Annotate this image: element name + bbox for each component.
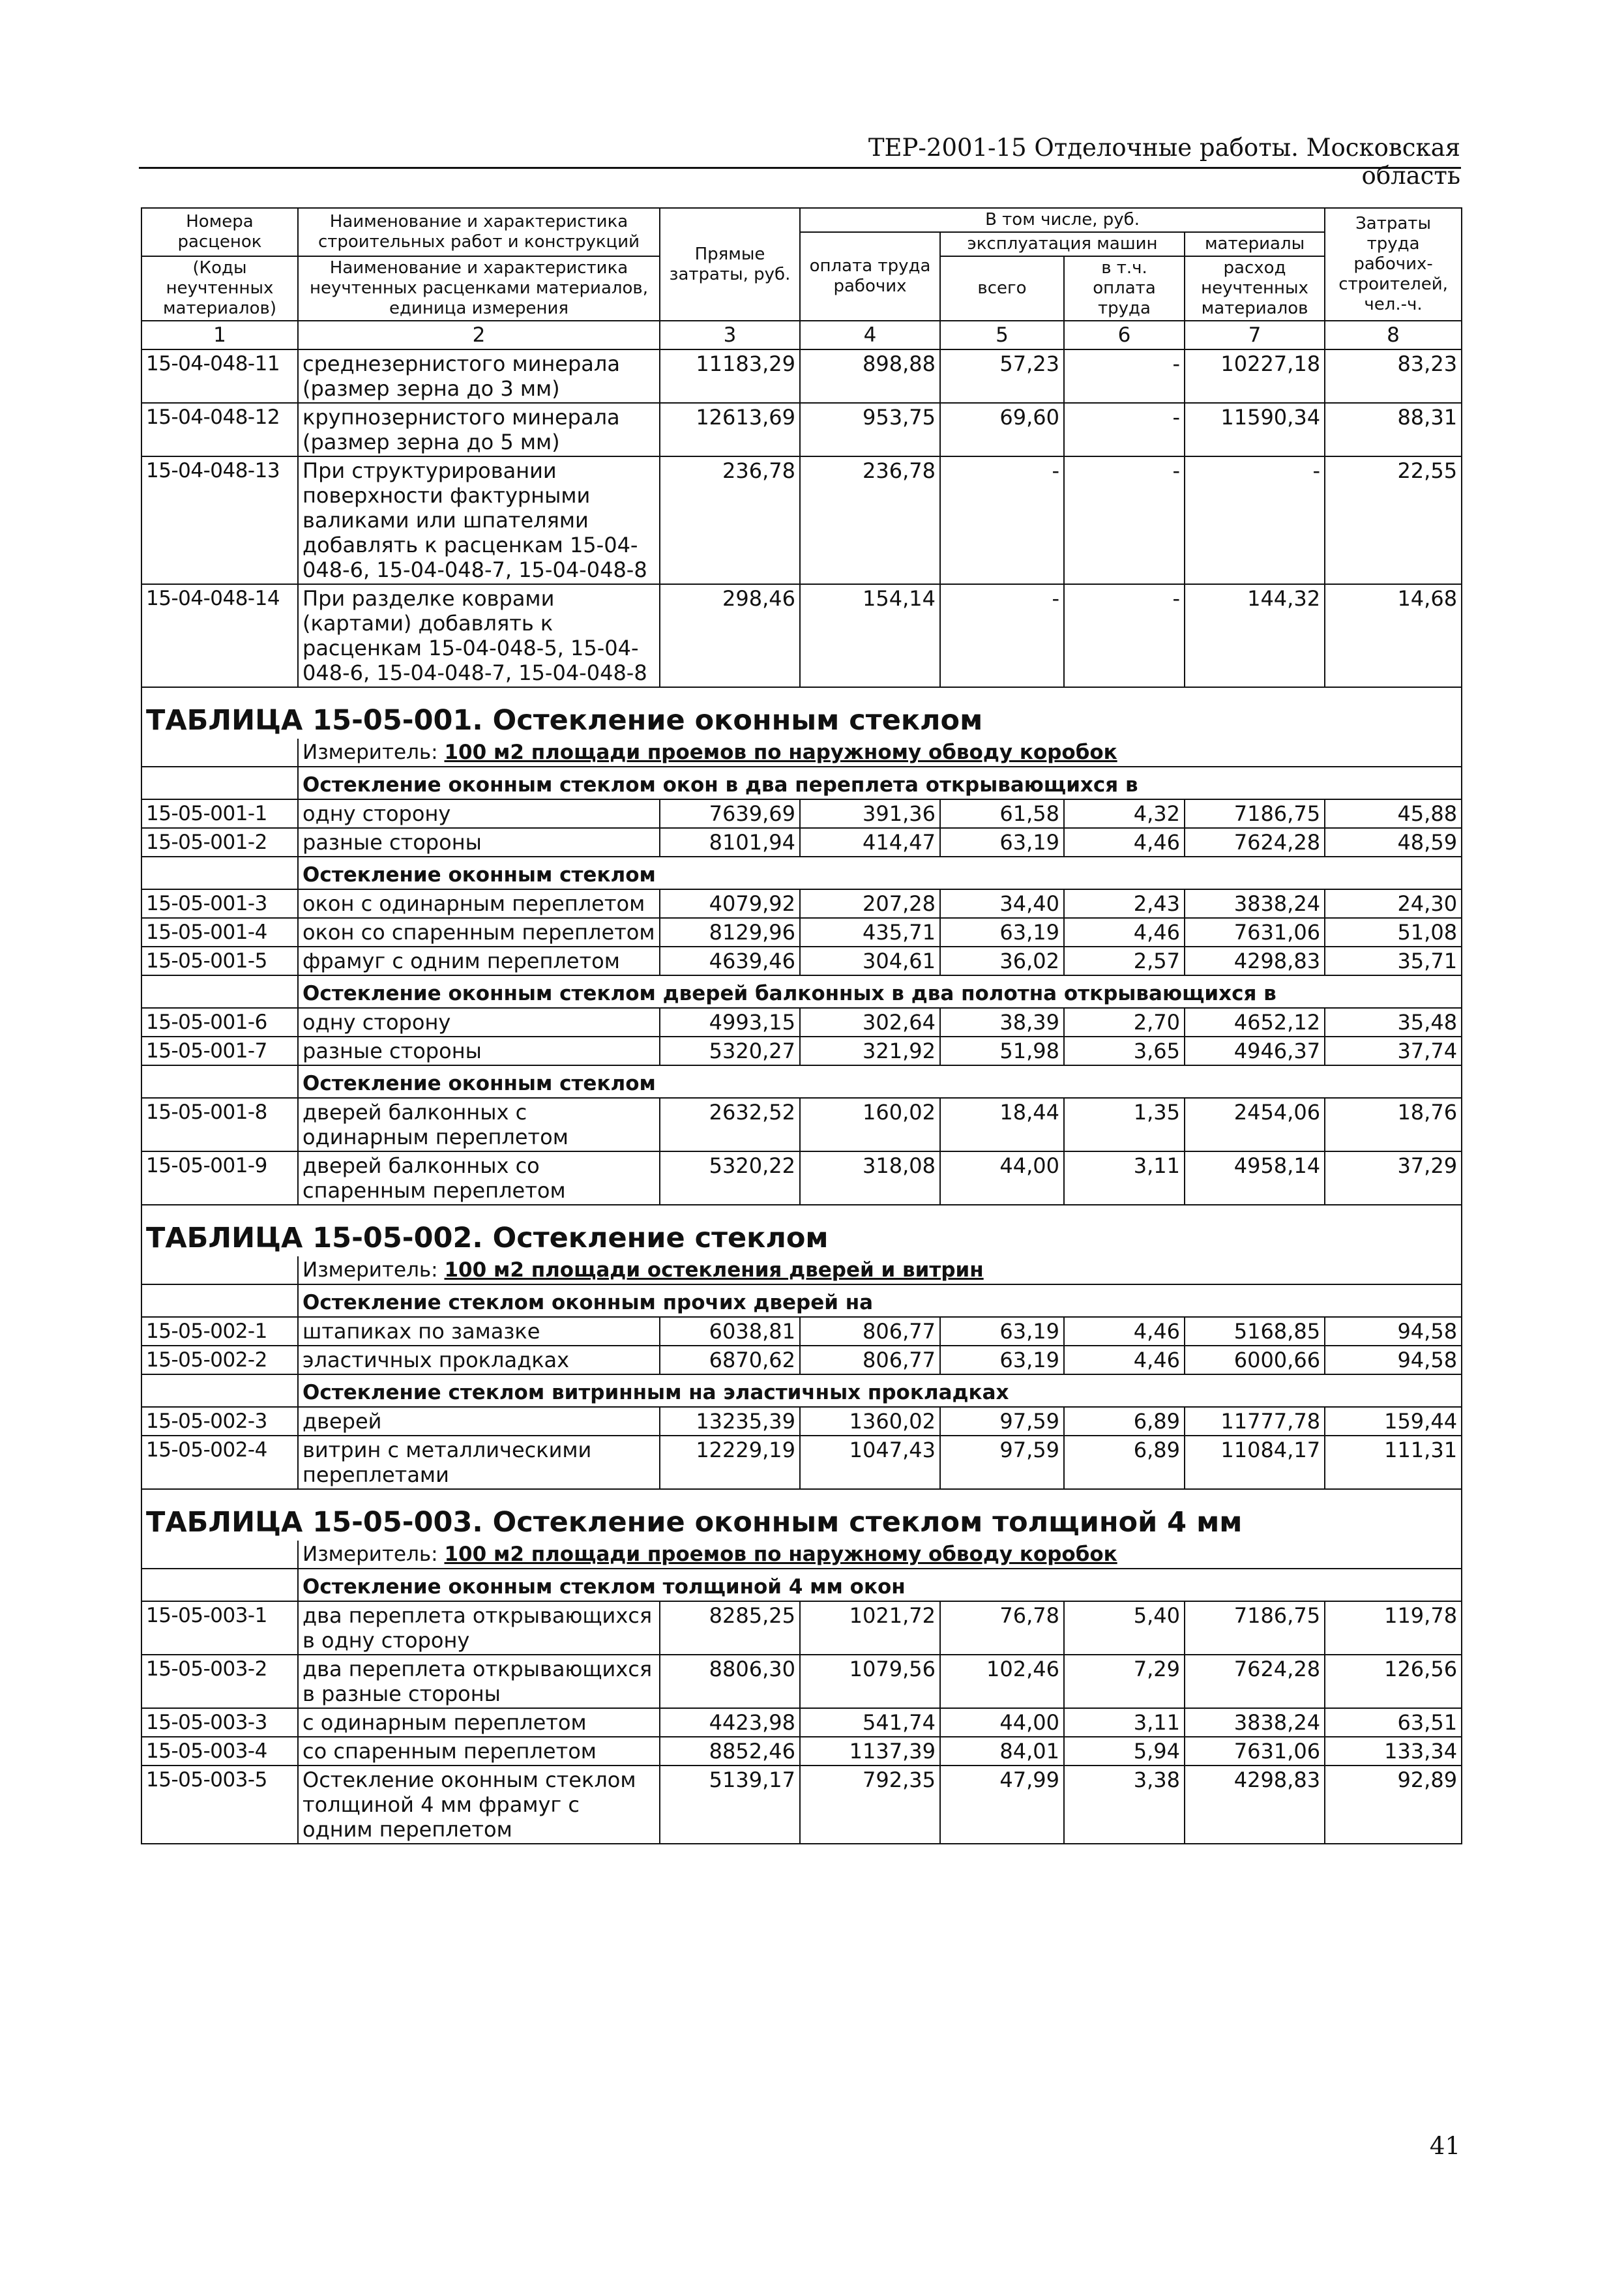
materials-cost: 5168,85 (1185, 1317, 1325, 1346)
section-heading-row (141, 975, 1462, 1008)
materials-cost: 3838,24 (1185, 889, 1325, 918)
direct-cost: 5139,17 (660, 1766, 800, 1844)
column-number: 6 (1064, 321, 1185, 349)
measure-label: Измеритель: (303, 1258, 438, 1282)
header-machines: эксплуатация машин (940, 232, 1185, 256)
labor-pay: 154,14 (800, 584, 940, 687)
table-title-row (141, 1205, 1462, 1256)
machines-total: - (940, 456, 1064, 584)
work-name: два переплета открывающихся в одну сторону (298, 1601, 660, 1655)
labor-pay: 435,71 (800, 918, 940, 947)
machines-labor: 2,57 (1064, 947, 1185, 975)
section-heading-row (141, 1569, 1462, 1601)
machines-labor: 4,32 (1064, 799, 1185, 828)
direct-cost: 6038,81 (660, 1317, 800, 1346)
materials-cost: 7624,28 (1185, 828, 1325, 857)
machines-labor: 2,70 (1064, 1008, 1185, 1037)
table-row (141, 1601, 1462, 1655)
table-row (141, 1407, 1462, 1436)
materials-cost: 11777,78 (1185, 1407, 1325, 1436)
work-name: разные стороны (298, 1037, 660, 1065)
direct-cost: 8852,46 (660, 1737, 800, 1766)
table-title-row (141, 687, 1462, 739)
work-name: дверей (298, 1407, 660, 1436)
materials-cost: - (1185, 456, 1325, 584)
work-name: При разделке коврами (картами) добавлять к расценкам 15-04-048-5, 15-04-048-6, 15-04-048-7, 15-04-048-8 (298, 584, 660, 687)
labor-pay: 302,64 (800, 1008, 940, 1037)
machines-labor: 6,89 (1064, 1407, 1185, 1436)
labor-pay: 1021,72 (800, 1601, 940, 1655)
rate-code: 15-04-048-14 (141, 584, 298, 687)
machines-labor: 6,89 (1064, 1436, 1185, 1489)
machines-labor: 3,38 (1064, 1766, 1185, 1844)
column-number: 5 (940, 321, 1064, 349)
machines-total: - (940, 584, 1064, 687)
work-name: дверей балконных со спаренным переплетом (298, 1151, 660, 1205)
rate-code: 15-05-002-2 (141, 1346, 298, 1374)
rate-code: 15-05-001-8 (141, 1098, 298, 1151)
table-row (141, 1766, 1462, 1844)
machines-total: 76,78 (940, 1601, 1064, 1655)
direct-cost: 12229,19 (660, 1436, 800, 1489)
header-direct: Прямые затраты, руб. (660, 208, 800, 321)
machines-labor: 2,43 (1064, 889, 1185, 918)
labor-hours: 63,51 (1325, 1708, 1462, 1737)
header-machines-labor: в т.ч. оплата труда (1064, 256, 1185, 321)
table-row (141, 1098, 1462, 1151)
page-number: 41 (1429, 2132, 1460, 2160)
direct-cost: 4423,98 (660, 1708, 800, 1737)
measure-value: 100 м2 площади остекления дверей и витрин (444, 1258, 984, 1282)
direct-cost: 11183,29 (660, 349, 800, 403)
column-number: 3 (660, 321, 800, 349)
machines-total: 57,23 (940, 349, 1064, 403)
materials-cost: 144,32 (1185, 584, 1325, 687)
labor-hours: 37,29 (1325, 1151, 1462, 1205)
labor-pay: 792,35 (800, 1766, 940, 1844)
table-title: ТАБЛИЦА 15-05-001. Остекление оконным стеклом (141, 687, 1462, 739)
labor-pay: 1360,02 (800, 1407, 940, 1436)
work-name: окон со спаренным переплетом (298, 918, 660, 947)
rate-code: 15-04-048-13 (141, 456, 298, 584)
rates-table-body (141, 349, 1462, 1844)
machines-total: 34,40 (940, 889, 1064, 918)
machines-labor: 4,46 (1064, 1317, 1185, 1346)
measure (298, 1541, 1462, 1569)
direct-cost: 8101,94 (660, 828, 800, 857)
section-heading: Остекление оконным стеклом окон в два переплета открывающихся в (298, 767, 1462, 799)
machines-total: 47,99 (940, 1766, 1064, 1844)
table-row (141, 1008, 1462, 1037)
direct-cost: 298,46 (660, 584, 800, 687)
machines-labor: 4,46 (1064, 828, 1185, 857)
header-materials: материалы (1185, 232, 1325, 256)
measure-value: 100 м2 площади проемов по наружному обводу коробок (444, 741, 1117, 764)
labor-hours: 94,58 (1325, 1317, 1462, 1346)
header-code-sub: (Коды неучтенных материалов) (141, 256, 298, 321)
machines-total: 63,19 (940, 918, 1064, 947)
work-name: одну сторону (298, 1008, 660, 1037)
work-name: витрин с металлическими переплетами (298, 1436, 660, 1489)
direct-cost: 8285,25 (660, 1601, 800, 1655)
machines-total: 61,58 (940, 799, 1064, 828)
work-name: дверей балконных с одинарным переплетом (298, 1098, 660, 1151)
labor-hours: 94,58 (1325, 1346, 1462, 1374)
column-number: 8 (1325, 321, 1462, 349)
labor-pay: 541,74 (800, 1708, 940, 1737)
labor-hours: 126,56 (1325, 1655, 1462, 1708)
machines-total: 69,60 (940, 403, 1064, 456)
machines-labor: - (1064, 456, 1185, 584)
direct-cost: 5320,27 (660, 1037, 800, 1065)
table-title: ТАБЛИЦА 15-05-002. Остекление стеклом (141, 1205, 1462, 1256)
labor-pay: 391,36 (800, 799, 940, 828)
machines-labor: 4,46 (1064, 918, 1185, 947)
work-name: фрамуг с одним переплетом (298, 947, 660, 975)
machines-total: 97,59 (940, 1436, 1064, 1489)
direct-cost: 6870,62 (660, 1346, 800, 1374)
rate-code: 15-05-003-5 (141, 1766, 298, 1844)
table-row (141, 456, 1462, 584)
machines-labor: 1,35 (1064, 1098, 1185, 1151)
section-heading-row (141, 857, 1462, 889)
labor-pay: 321,92 (800, 1037, 940, 1065)
table-row (141, 1708, 1462, 1737)
machines-total: 63,19 (940, 1346, 1064, 1374)
work-name: Остекление оконным стеклом толщиной 4 мм фрамуг с одним переплетом (298, 1766, 660, 1844)
section-heading: Остекление стеклом оконным прочих дверей на (298, 1284, 1462, 1317)
table-title: ТАБЛИЦА 15-05-003. Остекление оконным стеклом толщиной 4 мм (141, 1489, 1462, 1541)
materials-cost: 11084,17 (1185, 1436, 1325, 1489)
measure (298, 739, 1462, 767)
measure-row (141, 1256, 1462, 1284)
table-row (141, 947, 1462, 975)
table-row (141, 584, 1462, 687)
work-name: с одинарным переплетом (298, 1708, 660, 1737)
work-name: среднезернистого минерала (размер зерна до 3 мм) (298, 349, 660, 403)
machines-total: 102,46 (940, 1655, 1064, 1708)
machines-labor: 7,29 (1064, 1655, 1185, 1708)
rate-code: 15-04-048-12 (141, 403, 298, 456)
measure-label: Измеритель: (303, 1543, 438, 1566)
materials-cost: 4298,83 (1185, 1766, 1325, 1844)
rate-code: 15-05-003-1 (141, 1601, 298, 1655)
labor-pay: 160,02 (800, 1098, 940, 1151)
labor-hours: 92,89 (1325, 1766, 1462, 1844)
machines-labor: 3,65 (1064, 1037, 1185, 1065)
section-heading-row (141, 1284, 1462, 1317)
machines-total: 38,39 (940, 1008, 1064, 1037)
materials-cost: 2454,06 (1185, 1098, 1325, 1151)
table-row (141, 828, 1462, 857)
column-number: 7 (1185, 321, 1325, 349)
header-materials-sub: расход неучтенных материалов (1185, 256, 1325, 321)
machines-total: 63,19 (940, 828, 1064, 857)
table-row (141, 1317, 1462, 1346)
rate-code: 15-05-001-5 (141, 947, 298, 975)
machines-labor: 5,40 (1064, 1601, 1185, 1655)
labor-hours: 83,23 (1325, 349, 1462, 403)
header-code: Номера расценок (141, 208, 298, 256)
work-name: два переплета открывающихся в разные стороны (298, 1655, 660, 1708)
machines-labor: - (1064, 349, 1185, 403)
direct-cost: 4639,46 (660, 947, 800, 975)
work-name: со спаренным переплетом (298, 1737, 660, 1766)
header-row-1 (141, 208, 1462, 232)
column-number: 2 (298, 321, 660, 349)
labor-hours: 48,59 (1325, 828, 1462, 857)
rate-code: 15-05-003-2 (141, 1655, 298, 1708)
table-row (141, 403, 1462, 456)
materials-cost: 7631,06 (1185, 918, 1325, 947)
measure-row (141, 739, 1462, 767)
machines-labor: 3,11 (1064, 1708, 1185, 1737)
direct-cost: 4079,92 (660, 889, 800, 918)
materials-cost: 4946,37 (1185, 1037, 1325, 1065)
rate-code: 15-05-002-4 (141, 1436, 298, 1489)
rate-code: 15-05-001-9 (141, 1151, 298, 1205)
labor-hours: 133,34 (1325, 1737, 1462, 1766)
direct-cost: 2632,52 (660, 1098, 800, 1151)
work-name: крупнозернистого минерала (размер зерна до 5 мм) (298, 403, 660, 456)
machines-total: 51,98 (940, 1037, 1064, 1065)
table-row (141, 918, 1462, 947)
section-heading-row (141, 1374, 1462, 1407)
direct-cost: 12613,69 (660, 403, 800, 456)
labor-pay: 414,47 (800, 828, 940, 857)
labor-hours: 14,68 (1325, 584, 1462, 687)
materials-cost: 4652,12 (1185, 1008, 1325, 1037)
labor-pay: 953,75 (800, 403, 940, 456)
table-row (141, 1037, 1462, 1065)
work-name: окон с одинарным переплетом (298, 889, 660, 918)
materials-cost: 7631,06 (1185, 1737, 1325, 1766)
work-name: При структурировании поверхности фактурными валиками или шпателями добавлять к расценкам 15-04-048-6, 15-04-048-7, 15-04-048-8 (298, 456, 660, 584)
machines-labor: - (1064, 403, 1185, 456)
machines-total: 44,00 (940, 1708, 1064, 1737)
direct-cost: 4993,15 (660, 1008, 800, 1037)
column-number: 1 (141, 321, 298, 349)
section-heading-row (141, 1065, 1462, 1098)
section-heading: Остекление оконным стеклом дверей балконных в два полотна открывающихся в (298, 975, 1462, 1008)
materials-cost: 7624,28 (1185, 1655, 1325, 1708)
labor-hours: 111,31 (1325, 1436, 1462, 1489)
labor-pay: 806,77 (800, 1317, 940, 1346)
rate-code: 15-04-048-11 (141, 349, 298, 403)
header-machines-total: всего (940, 256, 1064, 321)
rate-code: 15-05-002-1 (141, 1317, 298, 1346)
rate-code: 15-05-002-3 (141, 1407, 298, 1436)
measure (298, 1256, 1462, 1284)
rate-code: 15-05-001-6 (141, 1008, 298, 1037)
materials-cost: 3838,24 (1185, 1708, 1325, 1737)
header-labor-cost: Затраты труда рабочих-строителей, чел.-ч. (1325, 208, 1462, 321)
header-labor-pay: оплата труда рабочих (800, 232, 940, 321)
header-incl: В том числе, руб. (800, 208, 1325, 232)
labor-hours: 159,44 (1325, 1407, 1462, 1436)
labor-pay: 806,77 (800, 1346, 940, 1374)
labor-pay: 207,28 (800, 889, 940, 918)
materials-cost: 10227,18 (1185, 349, 1325, 403)
measure-label: Измеритель: (303, 741, 438, 764)
section-heading: Остекление оконным стеклом (298, 857, 1462, 889)
table-row (141, 1436, 1462, 1489)
table-row (141, 889, 1462, 918)
machines-labor: 4,46 (1064, 1346, 1185, 1374)
labor-pay: 1047,43 (800, 1436, 940, 1489)
labor-hours: 35,48 (1325, 1008, 1462, 1037)
labor-hours: 22,55 (1325, 456, 1462, 584)
labor-hours: 35,71 (1325, 947, 1462, 975)
machines-labor: 5,94 (1064, 1737, 1185, 1766)
machines-total: 18,44 (940, 1098, 1064, 1151)
direct-cost: 236,78 (660, 456, 800, 584)
work-name: разные стороны (298, 828, 660, 857)
materials-cost: 7186,75 (1185, 799, 1325, 828)
labor-pay: 1079,56 (800, 1655, 940, 1708)
rate-code: 15-05-001-4 (141, 918, 298, 947)
labor-hours: 24,30 (1325, 889, 1462, 918)
direct-cost: 13235,39 (660, 1407, 800, 1436)
machines-labor: 3,11 (1064, 1151, 1185, 1205)
section-heading: Остекление оконным стеклом (298, 1065, 1462, 1098)
table-row (141, 1737, 1462, 1766)
table-row (141, 349, 1462, 403)
work-name: эластичных прокладках (298, 1346, 660, 1374)
labor-hours: 45,88 (1325, 799, 1462, 828)
column-numbers-row (141, 321, 1462, 349)
labor-hours: 51,08 (1325, 918, 1462, 947)
machines-total: 97,59 (940, 1407, 1064, 1436)
rate-code: 15-05-001-3 (141, 889, 298, 918)
machines-total: 84,01 (940, 1737, 1064, 1766)
labor-pay: 236,78 (800, 456, 940, 584)
section-heading-row (141, 767, 1462, 799)
rate-code: 15-05-001-7 (141, 1037, 298, 1065)
materials-cost: 6000,66 (1185, 1346, 1325, 1374)
labor-pay: 898,88 (800, 349, 940, 403)
machines-total: 63,19 (940, 1317, 1064, 1346)
direct-cost: 7639,69 (660, 799, 800, 828)
materials-cost: 4958,14 (1185, 1151, 1325, 1205)
header-name-sub: Наименование и характеристика неучтенных расценками материалов, единица измерения (298, 256, 660, 321)
direct-cost: 8129,96 (660, 918, 800, 947)
work-name: штапиках по замазке (298, 1317, 660, 1346)
running-header: ТЕР-2001-15 Отделочные работы. Московская область (868, 134, 1460, 190)
direct-cost: 5320,22 (660, 1151, 800, 1205)
materials-cost: 4298,83 (1185, 947, 1325, 975)
rate-code: 15-05-001-1 (141, 799, 298, 828)
rate-code: 15-05-001-2 (141, 828, 298, 857)
section-heading: Остекление стеклом витринным на эластичных прокладках (298, 1374, 1462, 1407)
materials-cost: 7186,75 (1185, 1601, 1325, 1655)
labor-hours: 18,76 (1325, 1098, 1462, 1151)
header-name: Наименование и характеристика строительных работ и конструкций (298, 208, 660, 256)
labor-pay: 318,08 (800, 1151, 940, 1205)
rates-table (141, 207, 1462, 1844)
table-row (141, 1151, 1462, 1205)
rate-code: 15-05-003-4 (141, 1737, 298, 1766)
labor-hours: 37,74 (1325, 1037, 1462, 1065)
measure-row (141, 1541, 1462, 1569)
measure-value: 100 м2 площади проемов по наружному обводу коробок (444, 1543, 1117, 1566)
work-name: одну сторону (298, 799, 660, 828)
direct-cost: 8806,30 (660, 1655, 800, 1708)
column-number: 4 (800, 321, 940, 349)
materials-cost: 11590,34 (1185, 403, 1325, 456)
machines-total: 44,00 (940, 1151, 1064, 1205)
section-heading: Остекление оконным стеклом толщиной 4 мм окон (298, 1569, 1462, 1601)
table-row (141, 799, 1462, 828)
rate-code: 15-05-003-3 (141, 1708, 298, 1737)
machines-total: 36,02 (940, 947, 1064, 975)
labor-hours: 88,31 (1325, 403, 1462, 456)
labor-hours: 119,78 (1325, 1601, 1462, 1655)
labor-pay: 304,61 (800, 947, 940, 975)
machines-labor: - (1064, 584, 1185, 687)
table-row (141, 1655, 1462, 1708)
header-rule (139, 167, 1461, 169)
labor-pay: 1137,39 (800, 1737, 940, 1766)
table-title-row (141, 1489, 1462, 1541)
table-row (141, 1346, 1462, 1374)
